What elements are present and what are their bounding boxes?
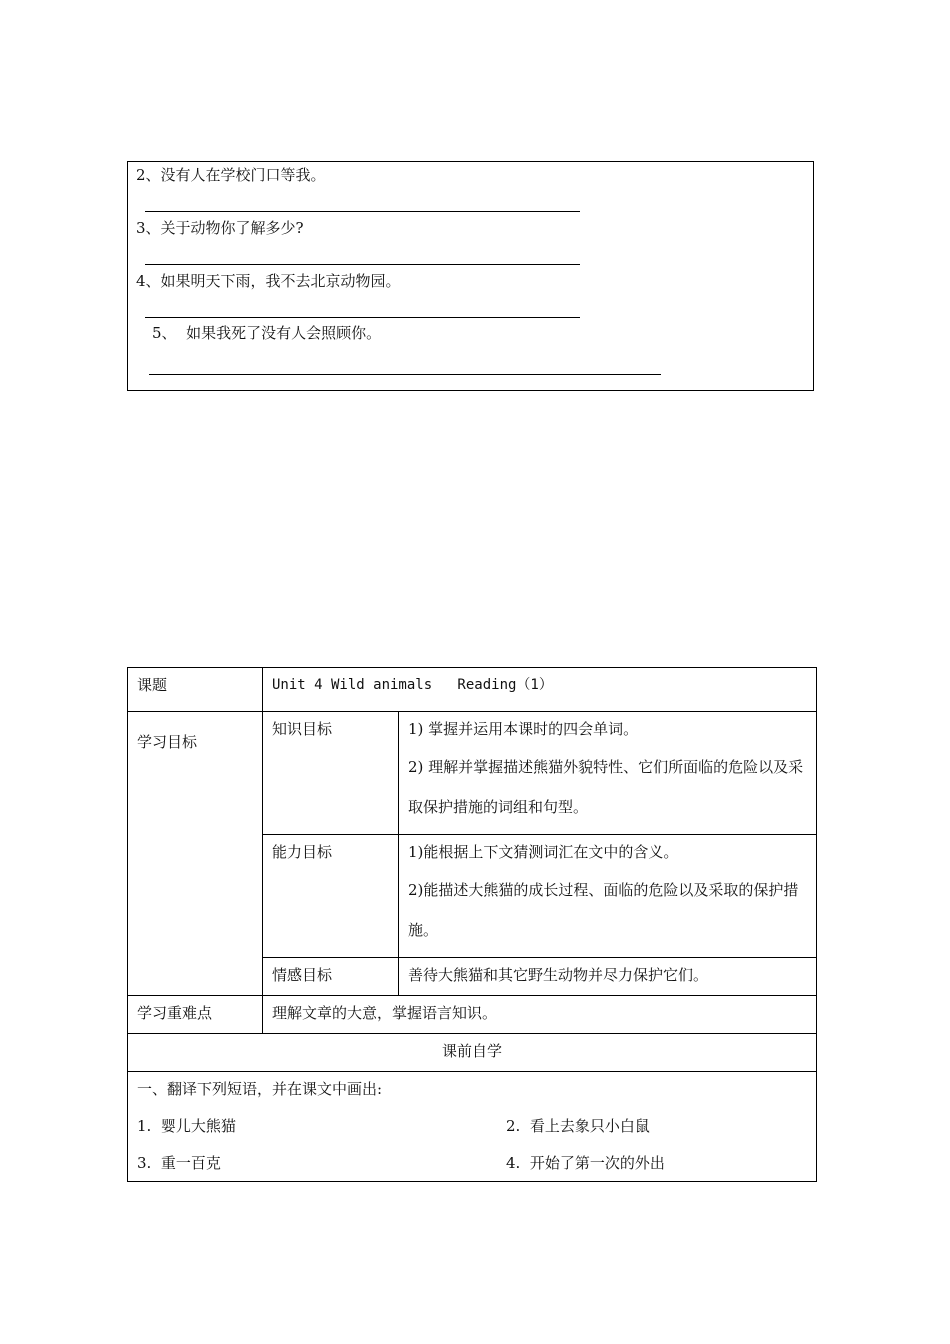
answer-line-2[interactable] — [145, 211, 580, 212]
phrase-4: 4. 开始了第一次的外出 — [506, 1154, 665, 1172]
emotion-label: 情感目标 — [263, 958, 399, 996]
emotion-value: 善待大熊猫和其它野生动物并尽力保护它们。 — [399, 958, 817, 996]
difficulty-label: 学习重难点 — [128, 996, 263, 1034]
topic-label: 课题 — [128, 668, 263, 712]
goals-label: 学习目标 — [128, 712, 263, 996]
ability-item-1: 1)能根据上下文猜测词汇在文中的含义。 — [408, 843, 679, 861]
preview-heading-row — [128, 1034, 817, 1072]
phrase-3: 3. 重一百克 — [137, 1154, 221, 1172]
knowledge-items — [399, 712, 817, 835]
knowledge-row — [128, 712, 817, 835]
answer-line-3[interactable] — [145, 264, 580, 265]
knowledge-label: 知识目标 — [263, 712, 399, 835]
answer-line-4[interactable] — [145, 317, 580, 318]
answer-line-5[interactable] — [149, 374, 661, 375]
ability-items — [399, 835, 817, 958]
topic-row — [128, 668, 817, 712]
difficulty-row — [128, 996, 817, 1034]
preview-heading: 课前自学 — [128, 1034, 817, 1072]
sentence-4: 4、如果明天下雨，我不去北京动物园。 — [136, 272, 401, 290]
exercise-title: 一、翻译下列短语，并在课文中画出: — [137, 1080, 383, 1098]
phrase-grid — [137, 1116, 807, 1173]
sentence-2: 2、没有人在学校门口等我。 — [136, 166, 326, 184]
sentence-5: 5、 如果我死了没有人会照顾你。 — [152, 324, 382, 342]
knowledge-item-1: 1) 掌握并运用本课时的四会单词。 — [408, 720, 639, 738]
exercise-cell — [128, 1072, 817, 1182]
difficulty-value: 理解文章的大意，掌握语言知识。 — [263, 996, 817, 1034]
exercise-row — [128, 1072, 817, 1182]
knowledge-item-2: 2) 理解并掌握描述熊猫外貌特性、它们所面临的危险以及采取保护措施的词组和句型。 — [408, 758, 804, 816]
phrase-1: 1. 婴儿大熊猫 — [137, 1117, 236, 1135]
phrase-2: 2. 看上去象只小白鼠 — [506, 1117, 650, 1135]
ability-item-2: 2)能描述大熊猫的成长过程、面临的危险以及采取的保护措施。 — [408, 881, 799, 939]
sentence-3: 3、关于动物你了解多少? — [136, 219, 304, 237]
topic-value: Unit 4 Wild animals Reading（1） — [263, 668, 817, 712]
ability-label: 能力目标 — [263, 835, 399, 958]
lesson-plan-table — [127, 667, 817, 1182]
translation-box — [127, 161, 814, 391]
